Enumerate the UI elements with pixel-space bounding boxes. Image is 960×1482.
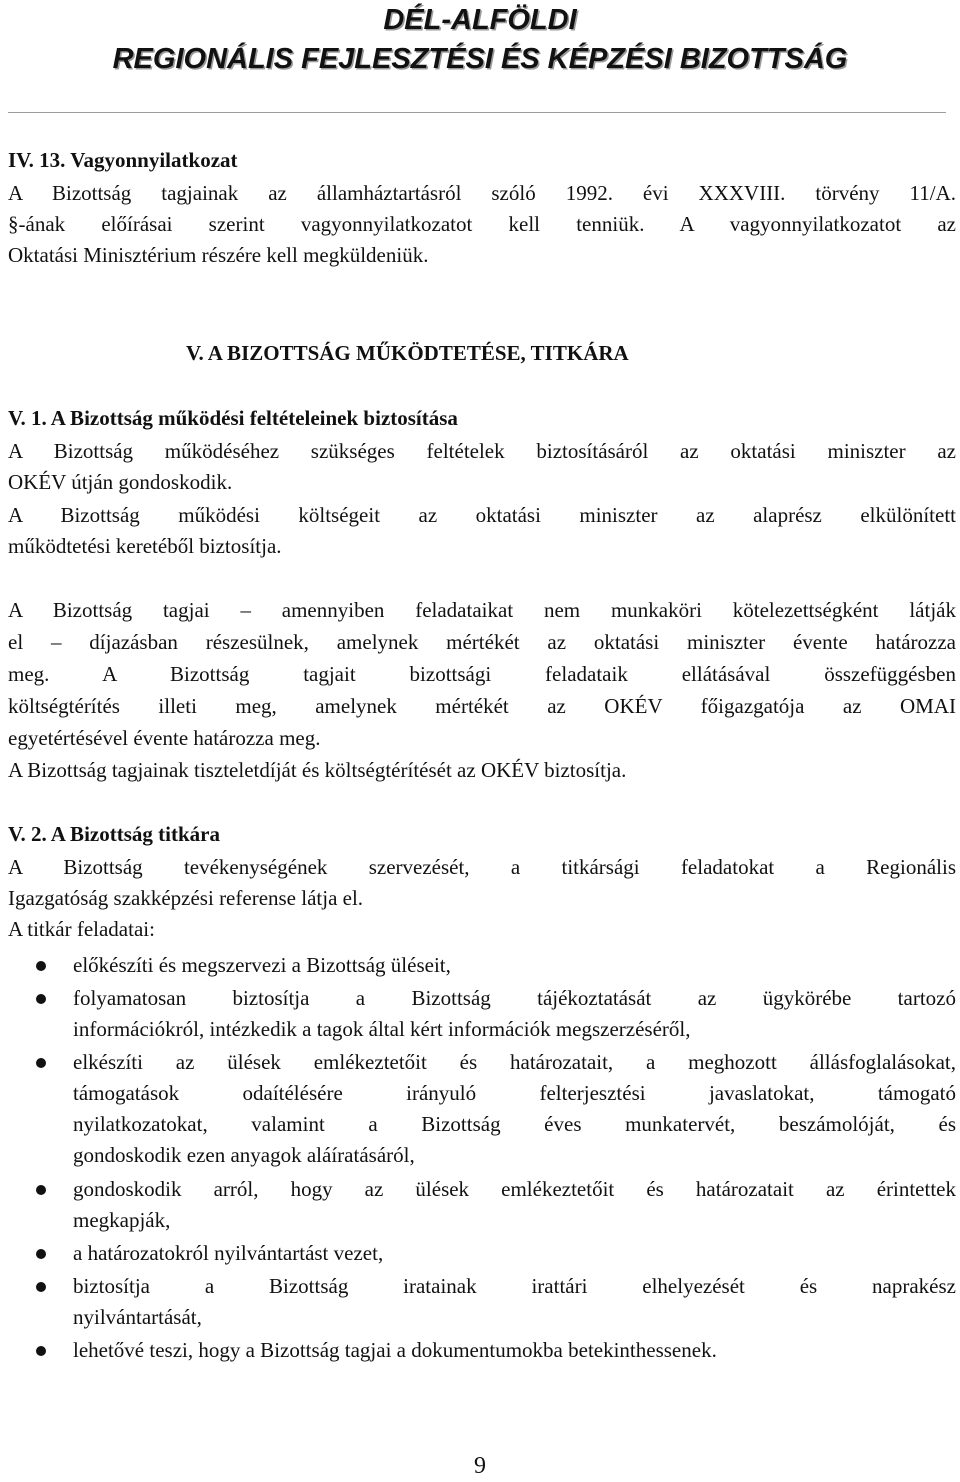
list-item-line: megkapják, xyxy=(73,1208,171,1232)
list-item-line: nyilatkozatokat, valamint a Bizottság éves munkatervét, beszámolóját, és xyxy=(73,1112,956,1136)
paragraph-line: OKÉV útján gondoskodik. xyxy=(8,470,233,494)
list-item-line: folyamatosan biztosítja a Bizottság tájékoztatását az ügykörébe tartozó xyxy=(73,986,956,1010)
bullet-icon xyxy=(36,1185,46,1195)
header-title-line2: REGIONÁLIS FEJLESZTÉSI ÉS KÉPZÉSI BIZOTTSÁG xyxy=(112,43,848,75)
list-item-line: információkról, intézkedik a tagok által kért információk megszerzéséről, xyxy=(73,1017,691,1041)
bullet-icon xyxy=(36,1282,46,1292)
bullet-icon xyxy=(36,994,46,1004)
paragraph-line: működtetési keretéből biztosítja. xyxy=(8,534,282,558)
list-item-line: nyilvántartását, xyxy=(73,1305,202,1329)
list-item-line: a határozatokról nyilvántartást vezet, xyxy=(73,1241,384,1265)
paragraph-line: §-ának előírásai szerint vagyonnyilatkozatot kell tenniük. A vagyonnyilatkozatot az xyxy=(8,212,956,236)
section-heading-iv13: IV. 13. Vagyonnyilatkozat xyxy=(8,148,238,172)
list-item-line: biztosítja a Bizottság iratainak irattári elhelyezését és naprakész xyxy=(73,1274,956,1298)
bullet-icon xyxy=(36,1249,46,1259)
paragraph-line: meg. A Bizottság tagjait bizottsági feladataik ellátásával összefüggésben xyxy=(8,662,956,686)
list-item-line: előkészíti és megszervezi a Bizottság üléseit, xyxy=(73,953,451,977)
paragraph-line: A Bizottság tevékenységének szervezését, a titkársági feladatokat a Regionális xyxy=(8,855,956,879)
bullet-icon xyxy=(36,1346,46,1356)
page-number: 9 xyxy=(474,1453,486,1479)
paragraph-line: A Bizottság tagjainak tiszteletdíját és költségtérítését az OKÉV biztosítja. xyxy=(8,758,627,782)
paragraph-line: Oktatási Minisztérium részére kell megküldeniük. xyxy=(8,243,429,267)
paragraph-line: A Bizottság működéséhez szükséges feltételek biztosításáról az oktatási miniszter az xyxy=(8,439,956,463)
header-divider xyxy=(8,112,946,113)
paragraph-line: egyetértésével évente határozza meg. xyxy=(8,726,321,750)
paragraph-line: Igazgatóság szakképzési referense látja el. xyxy=(8,886,364,910)
list-item-line: gondoskodik arról, hogy az ülések emlékeztetőit és határozatait az érintettek xyxy=(73,1177,956,1201)
list-item-line: elkészíti az ülések emlékeztetőit és határozatait, a meghozott állásfoglalásokat, xyxy=(73,1050,956,1074)
list-item-line: gondoskodik ezen anyagok aláíratásáról, xyxy=(73,1143,415,1167)
paragraph-line: A Bizottság tagjai – amennyiben feladataikat nem munkaköri kötelezettségként látják xyxy=(8,598,956,622)
chapter-heading-v: V. A BIZOTTSÁG MŰKÖDTETÉSE, TITKÁRA xyxy=(186,341,629,365)
paragraph-line: el – díjazásban részesülnek, amelynek mértékét az oktatási miniszter évente határozza xyxy=(8,630,956,654)
paragraph-line: A Bizottság tagjainak az államháztartásról szóló 1992. évi XXXVIII. törvény 11/A. xyxy=(8,181,956,205)
paragraph-line: A Bizottság működési költségeit az oktatási miniszter az alaprész elkülönített xyxy=(8,503,956,527)
section-heading-v2: V. 2. A Bizottság titkára xyxy=(8,822,220,846)
header-title-line1: DÉL-ALFÖLDI xyxy=(383,4,577,36)
duties-intro: A titkár feladatai: xyxy=(8,917,155,941)
list-item-line: lehetővé teszi, hogy a Bizottság tagjai a dokumentumokba betekinthessenek. xyxy=(73,1338,717,1362)
paragraph-line: költségtérítés illeti meg, amelynek mértékét az OKÉV főigazgatója az OMAI xyxy=(8,694,956,718)
list-item-line: támogatások odaítélésére irányuló felterjesztési javaslatokat, támogató xyxy=(73,1081,956,1105)
bullet-icon xyxy=(36,961,46,971)
section-heading-v1: V. 1. A Bizottság működési feltételeinek biztosítása xyxy=(8,406,458,430)
bullet-icon xyxy=(36,1058,46,1068)
